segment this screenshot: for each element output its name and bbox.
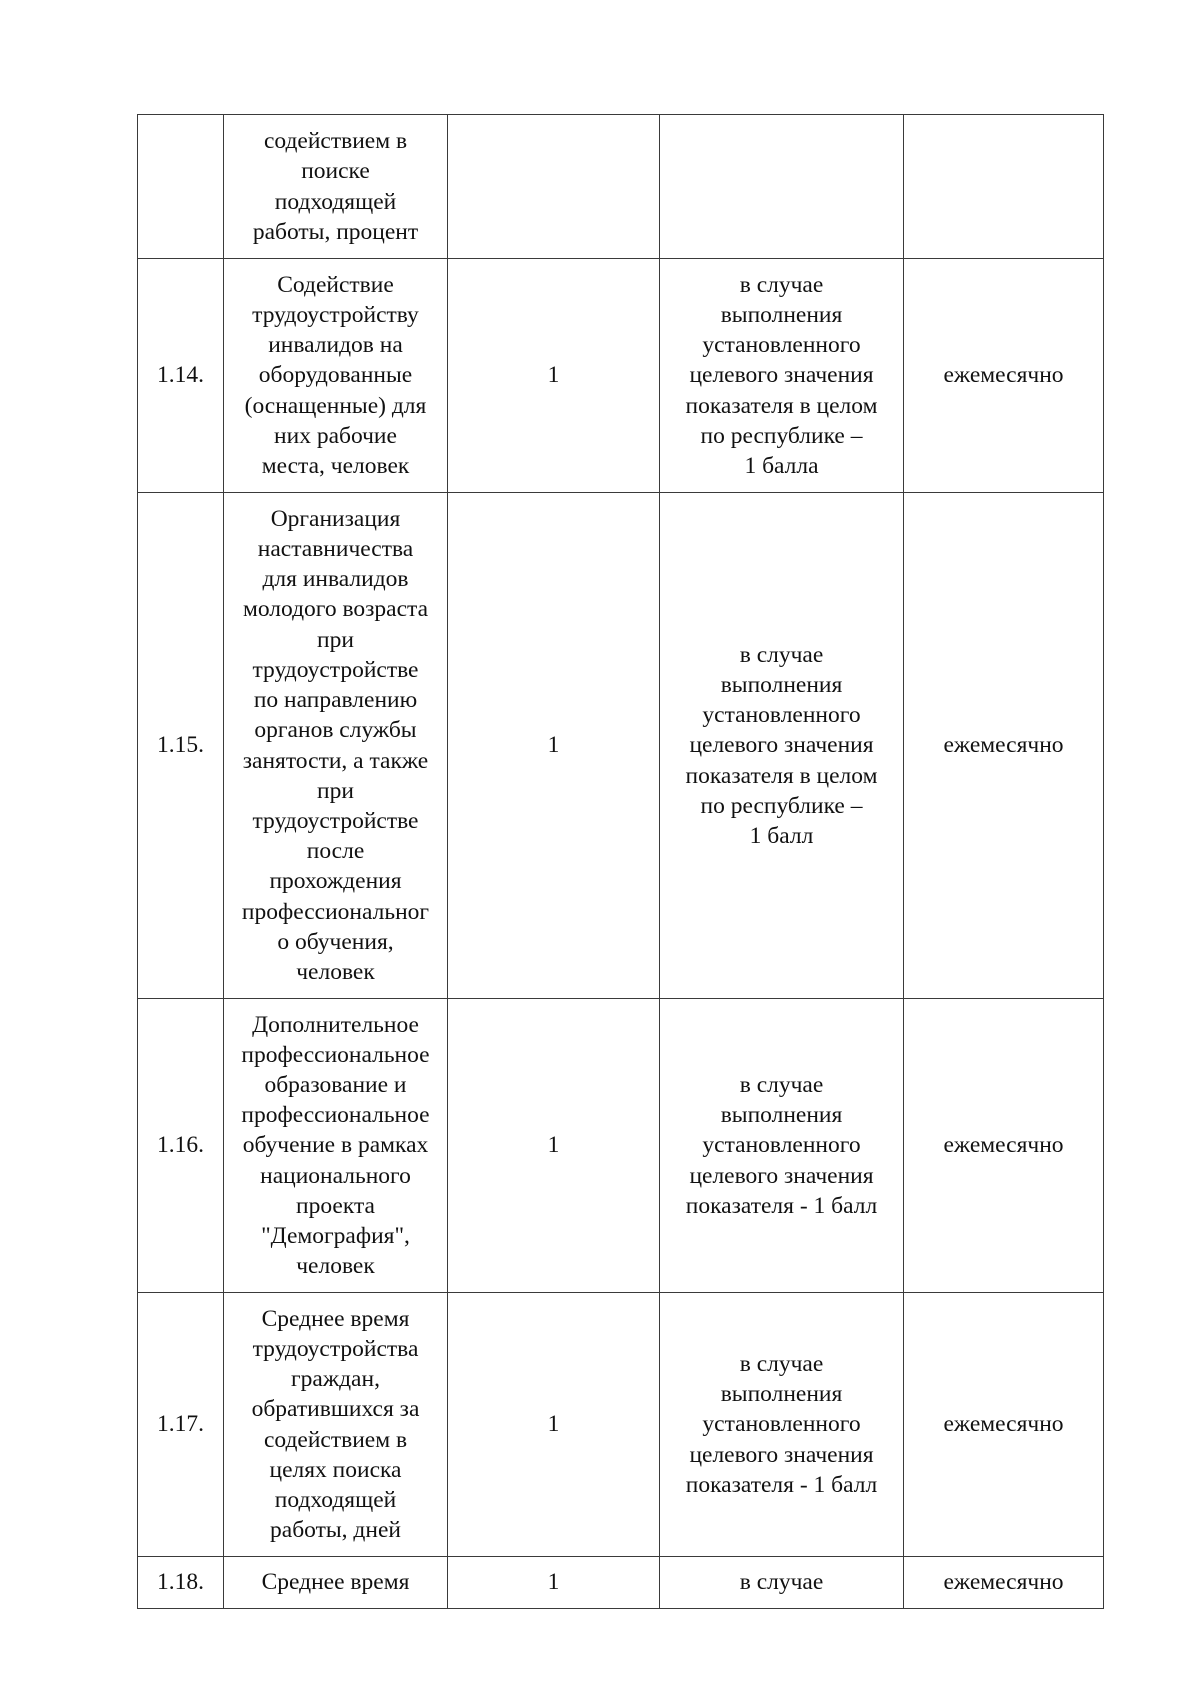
period-cell: ежемесячно [904, 1293, 1104, 1557]
indicator-name-cell: содействием в поиске подходящей работы, процент [224, 115, 448, 259]
indicator-name-cell: Среднее время трудоустройства граждан, обратившихся за содействием в целях поиска подходящей работы, дней [224, 1293, 448, 1557]
weight-cell [448, 115, 660, 259]
period-cell [904, 115, 1104, 259]
table-row [138, 493, 1104, 999]
weight-cell: 1 [448, 493, 660, 999]
weight-cell: 1 [448, 999, 660, 1293]
table-row [138, 1293, 1104, 1557]
row-number-cell: 1.15. [138, 493, 224, 999]
indicator-name-cell: Среднее время [224, 1557, 448, 1609]
table-row [138, 115, 1104, 259]
condition-cell [660, 115, 904, 259]
condition-cell: в случае выполнения установленного целевого значения показателя - 1 балл [660, 1293, 904, 1557]
indicator-name-cell: Организация наставничества для инвалидов молодого возраста при трудоустройстве по направлению органов службы занятости, а также при трудоустройстве после прохождения профессиональног о обучения, человек [224, 493, 448, 999]
period-cell: ежемесячно [904, 259, 1104, 493]
row-number-cell: 1.16. [138, 999, 224, 1293]
table-row [138, 999, 1104, 1293]
row-number-cell: 1.14. [138, 259, 224, 493]
weight-cell: 1 [448, 1293, 660, 1557]
row-number-cell: 1.17. [138, 1293, 224, 1557]
table-row [138, 259, 1104, 493]
row-number-cell [138, 115, 224, 259]
weight-cell: 1 [448, 259, 660, 493]
row-number-cell: 1.18. [138, 1557, 224, 1609]
criteria-table [137, 114, 1104, 1609]
condition-cell: в случае выполнения установленного целевого значения показателя в целом по республике – 1 балл [660, 493, 904, 999]
condition-cell: в случае [660, 1557, 904, 1609]
indicator-name-cell: Содействие трудоустройству инвалидов на оборудованные (оснащенные) для них рабочие места, человек [224, 259, 448, 493]
period-cell: ежемесячно [904, 999, 1104, 1293]
table-row [138, 1557, 1104, 1609]
weight-cell: 1 [448, 1557, 660, 1609]
period-cell: ежемесячно [904, 493, 1104, 999]
indicator-name-cell: Дополнительное профессиональное образование и профессиональное обучение в рамках национального проекта "Демография", человек [224, 999, 448, 1293]
condition-cell: в случае выполнения установленного целевого значения показателя в целом по республике – 1 балла [660, 259, 904, 493]
period-cell: ежемесячно [904, 1557, 1104, 1609]
condition-cell: в случае выполнения установленного целевого значения показателя - 1 балл [660, 999, 904, 1293]
